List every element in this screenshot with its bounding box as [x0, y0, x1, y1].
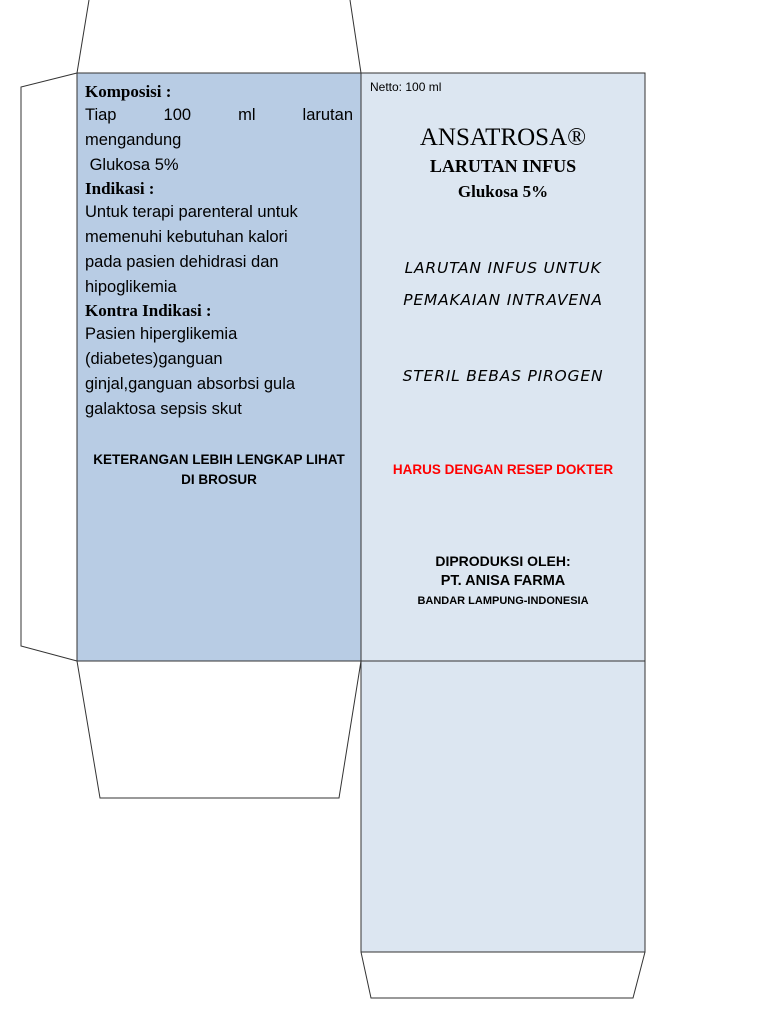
komposisi-word: ml — [238, 106, 256, 124]
brand-name: ANSATROSA® — [419, 124, 587, 151]
product-strength: Glukosa 5% — [457, 182, 549, 201]
composition-panel — [77, 73, 361, 661]
front-label-panel — [361, 73, 645, 661]
kontra-indikasi-heading: Kontra Indikasi : — [85, 301, 212, 320]
base-flap-outline — [361, 952, 645, 998]
indikasi-line: memenuhi kebutuhan kalori — [85, 228, 288, 246]
keterangan-note — [85, 450, 353, 490]
product-type: LARUTAN INFUS — [429, 156, 577, 176]
netto-volume: Netto: 100 ml — [370, 80, 442, 94]
komposisi-word: 100 — [163, 106, 192, 124]
kontra-indikasi-line: ginjal,ganguan absorbsi gula — [85, 375, 296, 393]
blank-side-panel — [361, 661, 645, 952]
indikasi-line: Untuk terapi parenteral untuk — [85, 203, 298, 221]
usage-line-1: LARUTAN INFUS UNTUK — [404, 259, 602, 277]
keterangan-line: KETERANGAN LEBIH LENGKAP LIHAT — [93, 452, 345, 467]
manufacturer-name: PT. ANISA FARMA — [440, 573, 566, 589]
komposisi-line-1 — [85, 103, 353, 128]
indikasi-line: hipoglikemia — [85, 278, 177, 296]
top-flap-outline — [77, 0, 89, 73]
top-flap-outline-right — [350, 0, 361, 73]
indikasi-line: pada pasien dehidrasi dan — [85, 253, 279, 271]
kontra-indikasi-line: (diabetes)ganguan — [85, 350, 223, 368]
keterangan-line: DI BROSUR — [181, 472, 257, 487]
komposisi-line-2: mengandung — [85, 131, 182, 149]
sterile-notice: STERIL BEBAS PIROGEN — [402, 367, 604, 385]
komposisi-line-3: Glukosa 5% — [85, 156, 179, 174]
usage-line-2: PEMAKAIAN INTRAVENA — [403, 291, 603, 309]
komposisi-word: larutan — [302, 106, 353, 124]
prescription-warning: HARUS DENGAN RESEP DOKTER — [392, 462, 614, 477]
komposisi-word: Tiap — [85, 106, 117, 124]
kontra-indikasi-line: Pasien hiperglikemia — [85, 325, 238, 343]
kontra-indikasi-line: galaktosa sepsis skut — [85, 400, 242, 418]
produced-by-label: DIPRODUKSI OLEH: — [435, 553, 571, 569]
bottom-flap-outline — [77, 661, 361, 798]
side-flap-outline — [21, 73, 77, 661]
manufacturer-location: BANDAR LAMPUNG-INDONESIA — [417, 595, 589, 607]
komposisi-heading: Komposisi : — [85, 82, 172, 101]
indikasi-heading: Indikasi : — [85, 179, 155, 198]
